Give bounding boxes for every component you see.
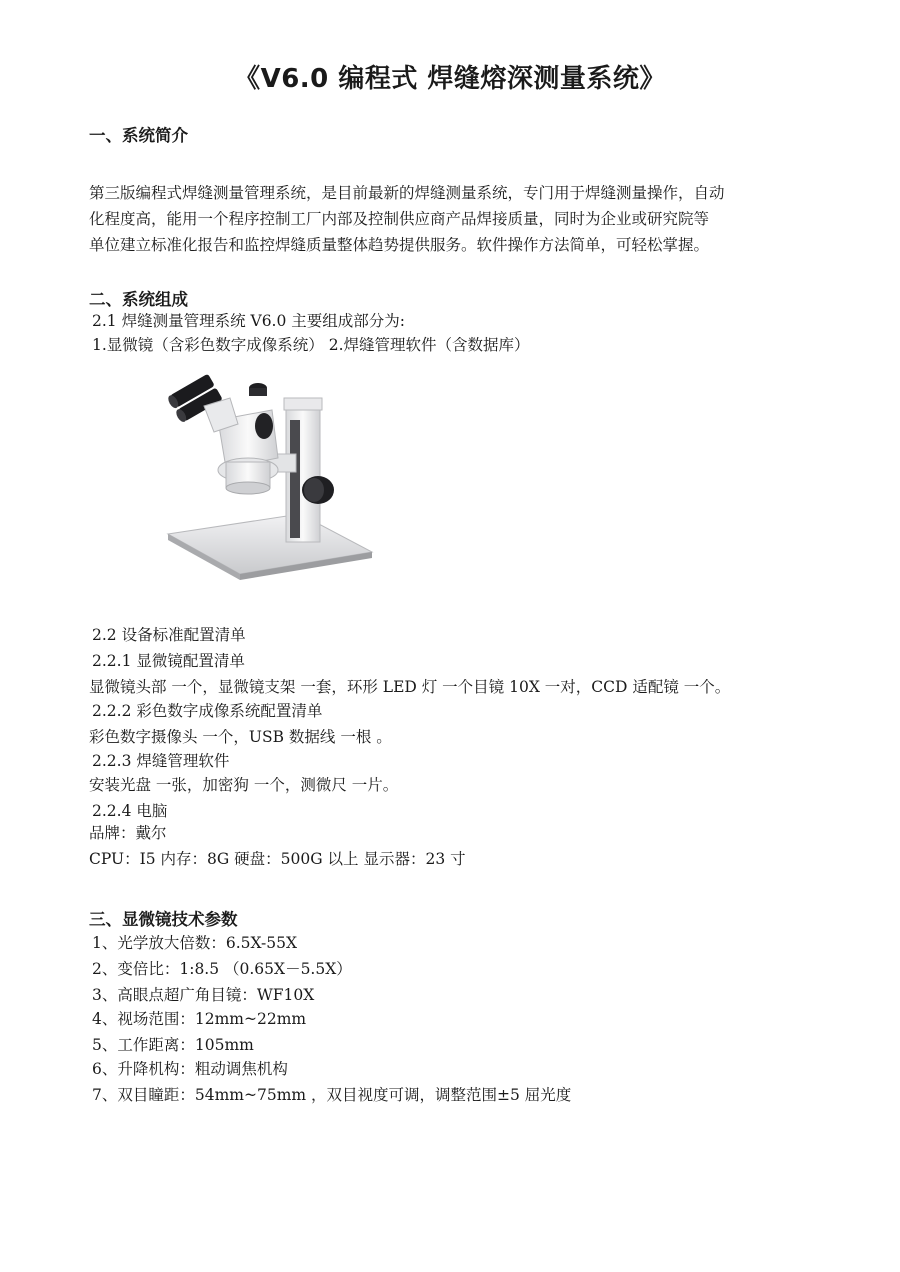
- microscope-image: [160, 362, 380, 584]
- spec-item: 2、变倍比：1:8.5 （0.65X－5.5X）: [92, 960, 352, 978]
- pc-heading: 2.2.4 电脑: [92, 802, 168, 820]
- paragraph-line: 化程度高，能用一个程序控制工厂内部及控制供应商产品焊接质量，同时为企业或研究院等: [89, 210, 710, 228]
- microscope-config-heading: 2.2.1 显微镜配置清单: [92, 652, 245, 670]
- spec-item: 7、双目瞳距：54mm~75mm ，双目视度可调，调整范围±5 屈光度: [92, 1086, 572, 1104]
- paragraph-line: 单位建立标准化报告和监控焊缝质量整体趋势提供服务。软件操作方法简单，可轻松掌握。: [89, 236, 710, 254]
- software-config-heading: 2.2.3 焊缝管理软件: [92, 752, 230, 770]
- spec-item: 6、升降机构：粗动调焦机构: [92, 1060, 288, 1078]
- composition-list: 1.显微镜（含彩色数字成像系统） 2.焊缝管理软件（含数据库）: [92, 336, 530, 354]
- composition-intro: 2.1 焊缝测量管理系统 V6.0 主要组成部分为:: [92, 312, 405, 330]
- document-title: 《V6.0 编程式 焊缝熔深测量系统》: [234, 64, 666, 94]
- pc-brand: 品牌：戴尔: [89, 824, 167, 842]
- imaging-config-text: 彩色数字摄像头 一个，USB 数据线 一根 。: [89, 728, 392, 746]
- section-1-paragraph: [89, 180, 819, 258]
- section-3-heading: 三、显微镜技术参数: [89, 910, 238, 929]
- spec-item: 1、光学放大倍数：6.5X-55X: [92, 934, 297, 952]
- microscope-config-text: 显微镜头部 一个，显微镜支架 一套，环形 LED 灯 一个目镜 10X 一对，CCD 适配镜 一个。: [89, 678, 731, 696]
- spec-item: 4、视场范围：12mm~22mm: [92, 1010, 307, 1028]
- pc-spec: CPU：I5 内存：8G 硬盘：500G 以上 显示器：23 寸: [89, 850, 466, 868]
- config-list-heading: 2.2 设备标准配置清单: [92, 626, 246, 644]
- spec-item: 3、高眼点超广角目镜：WF10X: [92, 986, 315, 1004]
- paragraph-line: 第三版编程式焊缝测量管理系统，是目前最新的焊缝测量系统，专门用于焊缝测量操作，自动: [89, 184, 725, 202]
- section-2-heading: 二、系统组成: [89, 290, 188, 309]
- section-1-heading: 一、系统简介: [89, 126, 188, 145]
- software-config-text: 安装光盘 一张，加密狗 一个，测微尺 一片。: [89, 776, 399, 794]
- imaging-config-heading: 2.2.2 彩色数字成像系统配置清单: [92, 702, 323, 720]
- spec-item: 5、工作距离：105mm: [92, 1036, 254, 1054]
